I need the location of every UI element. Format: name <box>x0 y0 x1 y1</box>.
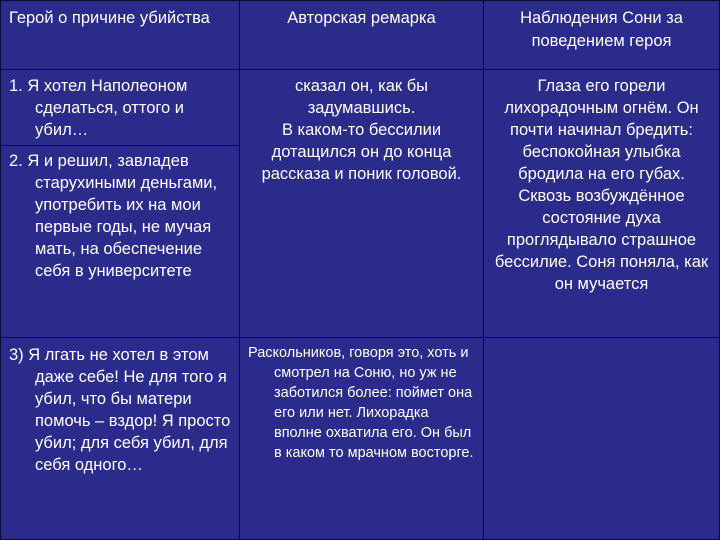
header-hero-text: Герой о причине убийства <box>9 9 210 27</box>
header-cell-hero <box>0 0 240 70</box>
row12-sonya-text: Глаза его горели лихорадочным огнём. Он почти начинал бредить: беспокойная улыбка бродила на его губах. Сквозь возбуждённое состояние духа проглядывало страшное бессилие. Соня поняла, как он мучается <box>494 77 709 293</box>
row1-hero-text: 1. Я хотел Наполеоном сделаться, оттого и убил… <box>9 77 188 139</box>
row12-author-cell <box>239 69 484 338</box>
header-cell-author <box>239 0 484 70</box>
row12-sonya-cell <box>483 69 720 338</box>
row12-author-remark-1: сказал он, как бы задумавшись. <box>294 77 429 117</box>
row3-author-text: Раскольников, говоря это, хоть и смотрел на Соню, но уж не заботился более: поймет она его или нет. Лихорадка вполне охватила его. Он был в каком то мрачном восторге. <box>248 345 474 461</box>
row3-hero-cell <box>0 337 240 540</box>
row3-author-cell <box>239 337 484 540</box>
row2-hero-text: 2. Я и решил, завладев старухиными деньгами, употребить их на мои первые годы, не мучая мать, на обеспечение себя в университете <box>9 152 218 280</box>
row12-author-remark-2: В каком-то бессилии дотащился он до конца рассказа и поник головой. <box>261 121 462 183</box>
header-cell-sonya <box>483 0 720 70</box>
header-author-text: Авторская ремарка <box>287 9 436 27</box>
row1-hero-cell <box>0 69 240 146</box>
header-sonya-text: Наблюдения Сони за поведением героя <box>520 9 683 50</box>
row3-hero-text: 3) Я лгать не хотел в этом даже себе! Не для того я убил, что бы матери помочь – вздор! Я просто убил; для себя убил, для себя одного… <box>9 346 231 474</box>
row3-sonya-cell <box>483 337 720 540</box>
row2-hero-cell <box>0 145 240 338</box>
